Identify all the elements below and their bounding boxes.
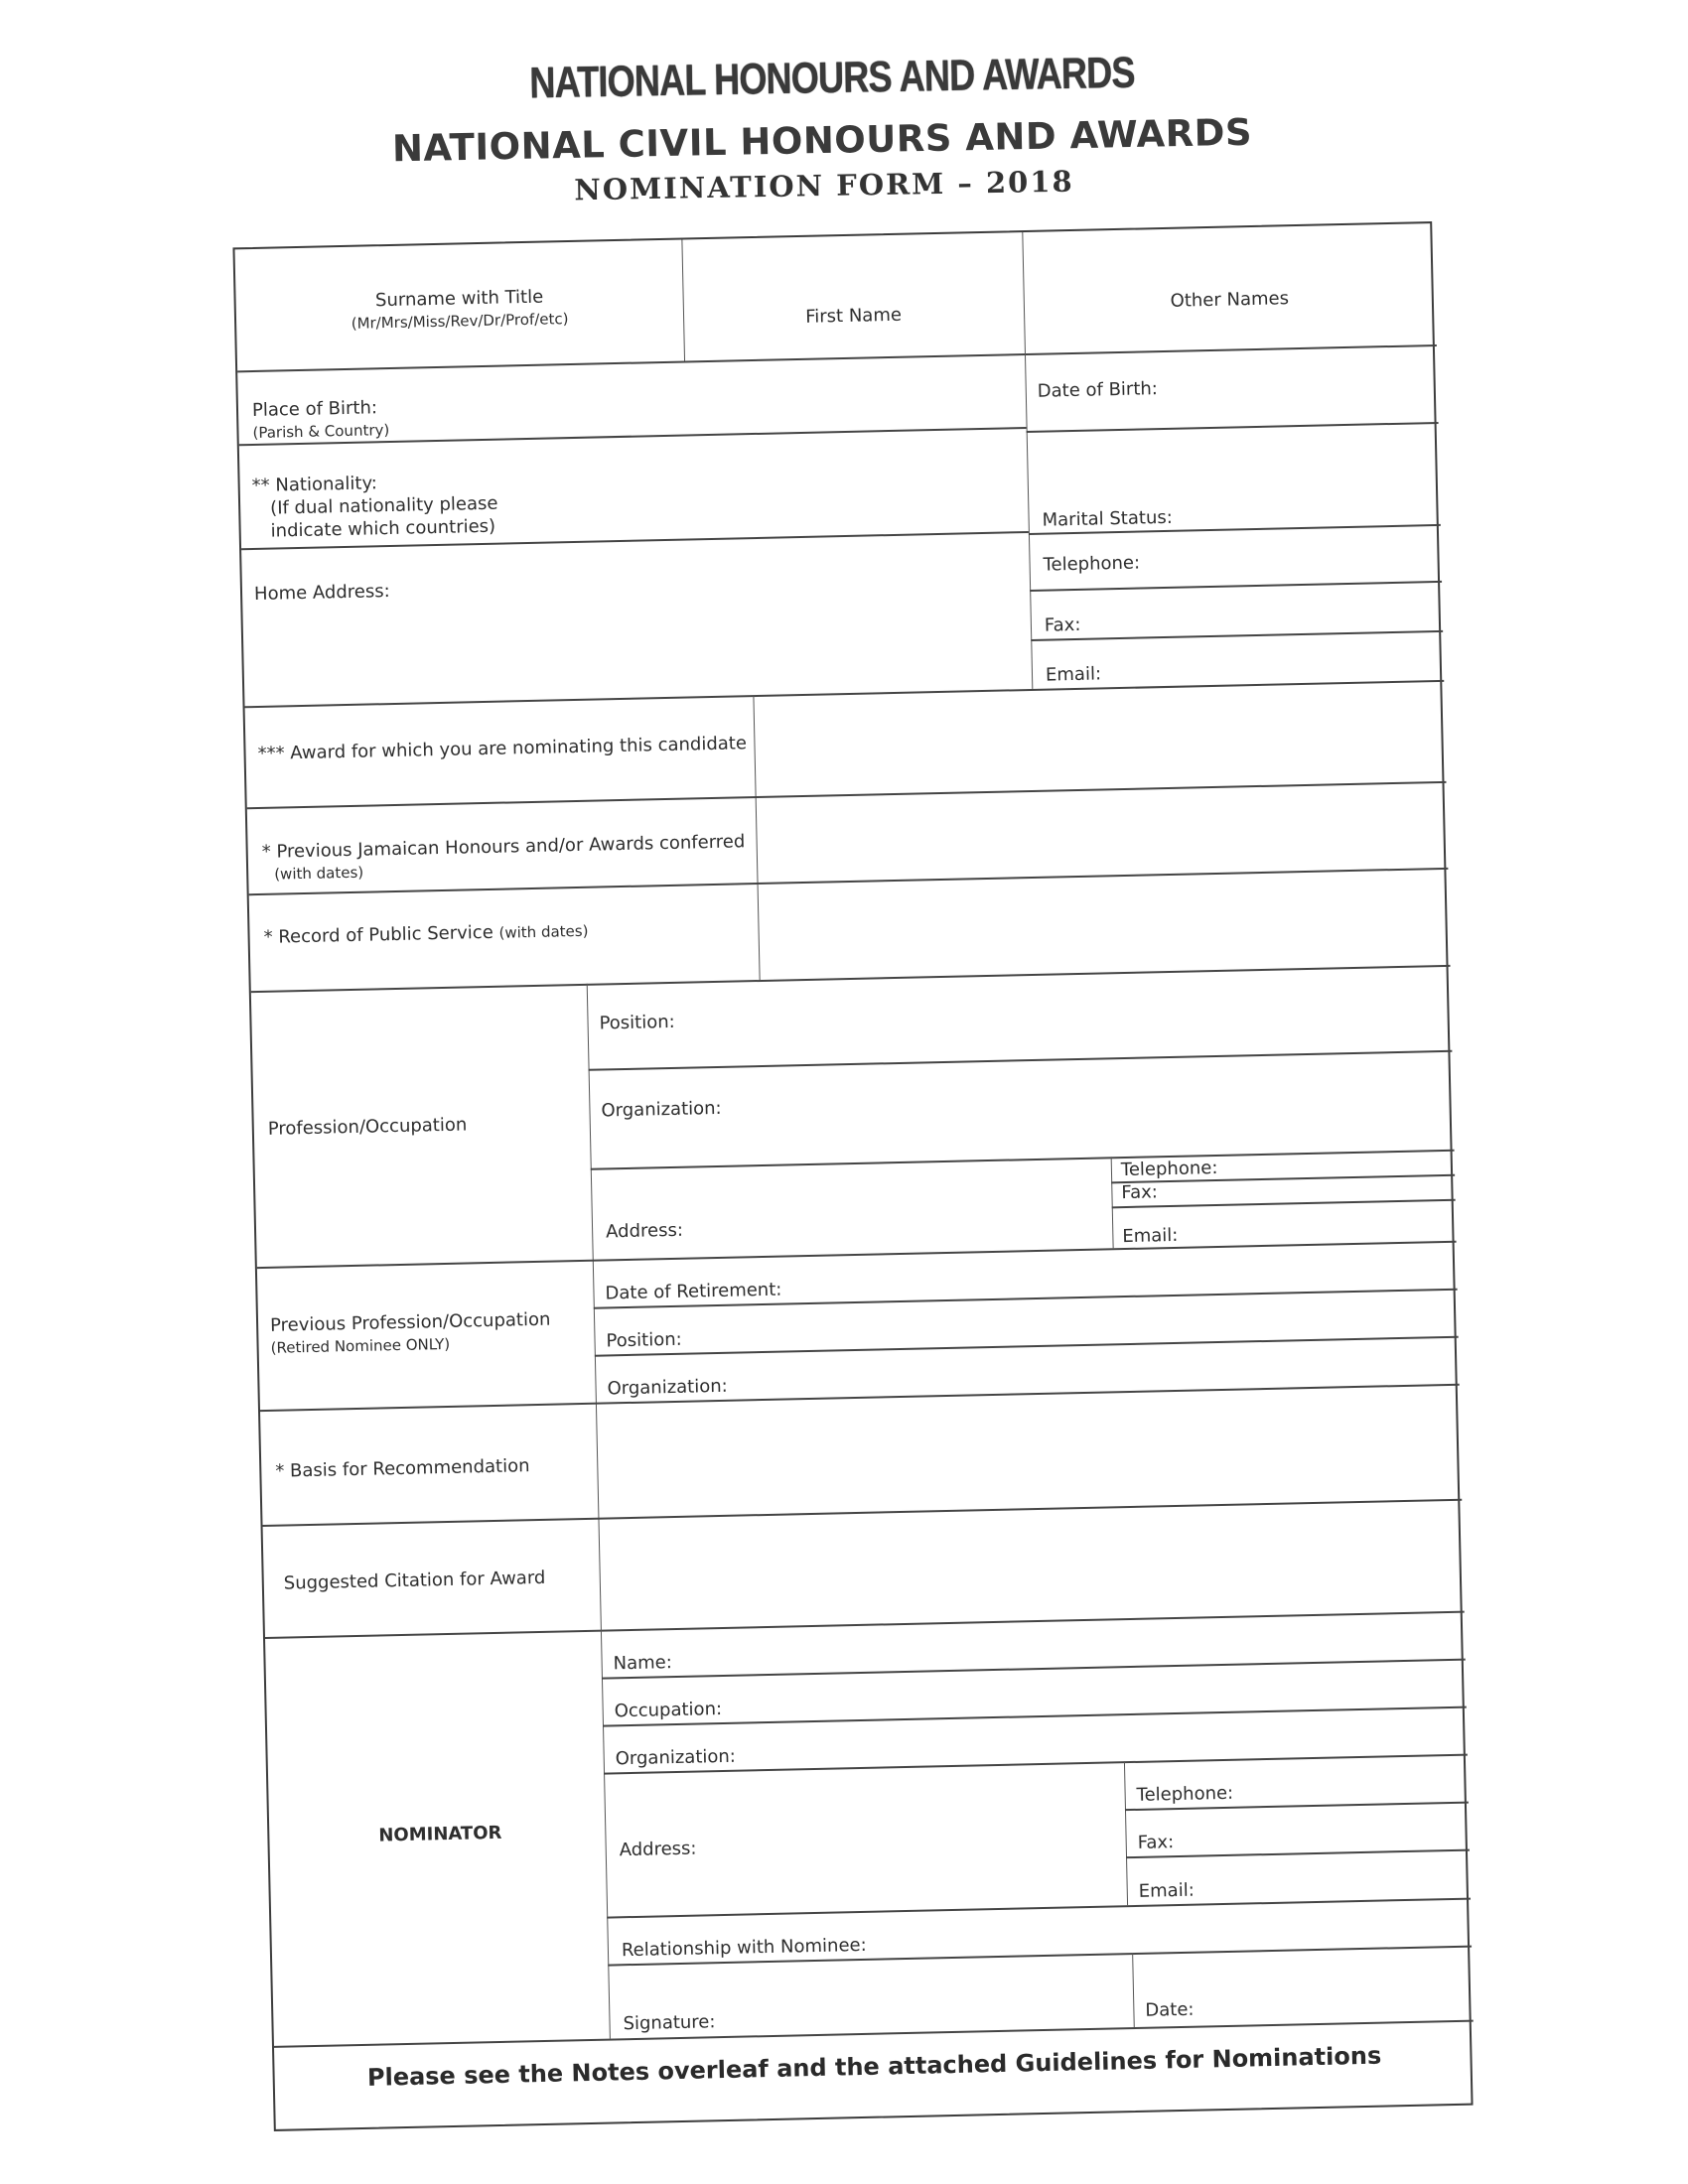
fax-field[interactable] [1030, 581, 1443, 639]
name-label: Name: [613, 1652, 673, 1675]
previous-honours-label: * Previous Jamaican Honours and/or Awards conferred [261, 831, 746, 863]
marital-status-field[interactable] [1027, 422, 1441, 533]
form-title: NOMINATION FORM – 2018 [574, 164, 1074, 207]
profession-organization-field[interactable] [589, 1050, 1455, 1168]
nominator-fax-field[interactable] [1125, 1802, 1470, 1857]
public-service-hint: (with dates) [498, 921, 589, 942]
organization-label: Organization: [615, 1745, 737, 1770]
address-label: Address: [619, 1838, 697, 1861]
nomination-form [232, 221, 1473, 2131]
basis-field[interactable] [596, 1384, 1462, 1518]
date-label: Date: [1145, 1998, 1195, 2021]
citation-label: Suggested Citation for Award [283, 1567, 546, 1594]
basis-label: * Basis for Recommendation [275, 1455, 530, 1482]
home-address-label: Home Address: [253, 581, 390, 606]
marital-status-label: Marital Status: [1042, 506, 1174, 531]
position-label: Position: [599, 1011, 675, 1034]
position-label: Position: [606, 1328, 682, 1352]
nominator-telephone-field[interactable] [1124, 1754, 1469, 1810]
nominator-label: NOMINATOR [378, 1822, 502, 1846]
profession-label: Profession/Occupation [267, 1114, 468, 1140]
date-of-birth-field[interactable] [1025, 344, 1439, 431]
previous-honours-field[interactable] [756, 781, 1449, 883]
organization-label: Organization: [607, 1375, 728, 1400]
profession-email-field[interactable] [1112, 1199, 1457, 1249]
document-subtitle: NATIONAL CIVIL HONOURS AND AWARDS [391, 110, 1253, 171]
citation-field[interactable] [598, 1499, 1464, 1630]
footer-note: Please see the Notes overleaf and the attached Guidelines for Nominations [366, 2041, 1382, 2092]
award-label: *** Award for which you are nominating this candidate [257, 733, 748, 764]
first-name-label: First Name [805, 304, 903, 328]
nationality-field[interactable] [239, 427, 1029, 548]
public-service-label-text: * Record of Public Service [263, 921, 494, 948]
relationship-label: Relationship with Nominee: [621, 1934, 867, 1962]
nationality-hint: (If dual nationality please [269, 492, 498, 519]
telephone-label: Telephone: [1136, 1782, 1234, 1806]
address-label: Address: [605, 1219, 684, 1243]
other-names-label: Other Names [1170, 288, 1290, 312]
email-label: Email: [1045, 663, 1102, 686]
telephone-field[interactable] [1029, 524, 1442, 590]
nominator-email-field[interactable] [1126, 1849, 1471, 1906]
signature-label: Signature: [623, 2011, 716, 2035]
fax-label: Fax: [1137, 1832, 1175, 1853]
email-label: Email: [1138, 1879, 1196, 1902]
place-of-birth-label: Place of Birth: [251, 397, 378, 422]
date-of-birth-label: Date of Birth: [1037, 378, 1159, 402]
place-of-birth-hint: (Parish & Country) [252, 421, 390, 443]
organization-label: Organization: [601, 1097, 722, 1122]
surname-field[interactable] [234, 240, 684, 371]
other-names-field[interactable] [1022, 223, 1437, 353]
public-service-field[interactable] [758, 868, 1451, 980]
surname-hint: (Mr/Mrs/Miss/Rev/Dr/Prof/etc) [351, 310, 569, 333]
telephone-label: Telephone: [1043, 552, 1141, 576]
date-field[interactable] [1132, 1946, 1474, 2027]
fax-label: Fax: [1044, 614, 1081, 636]
fax-label: Fax: [1121, 1181, 1159, 1204]
signature-field[interactable] [608, 1953, 1134, 2039]
occupation-label: Occupation: [614, 1699, 723, 1722]
nominator-address-field[interactable] [604, 1761, 1127, 1916]
document-title: NATIONAL HONOURS AND AWARDS [528, 48, 1136, 108]
surname-label: Surname with Title [374, 286, 544, 312]
nationality-label: ** Nationality: [251, 473, 378, 497]
nationality-hint: indicate which countries) [270, 515, 496, 542]
previous-honours-hint: (with dates) [274, 863, 364, 884]
public-service-label [263, 920, 588, 950]
previous-profession-label: Previous Profession/Occupation [269, 1308, 551, 1336]
email-label: Email: [1122, 1224, 1179, 1248]
profession-address-field[interactable] [591, 1157, 1113, 1259]
home-address-field[interactable] [241, 531, 1032, 706]
award-field[interactable] [753, 680, 1446, 796]
date-of-retirement-label: Date of Retirement: [605, 1279, 782, 1304]
first-name-field[interactable] [681, 232, 1025, 360]
telephone-label: Telephone: [1120, 1157, 1218, 1181]
email-field[interactable] [1031, 630, 1444, 689]
previous-profession-hint: (Retired Nominee ONLY) [270, 1334, 451, 1357]
